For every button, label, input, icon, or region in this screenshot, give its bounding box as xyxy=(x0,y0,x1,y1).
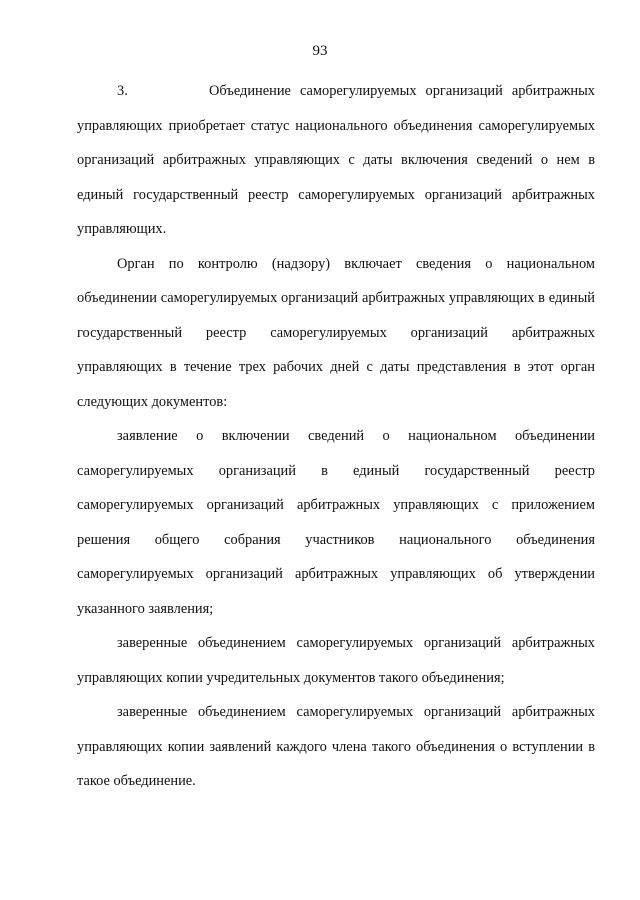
paragraph-item-3: 3. Объединение саморегулируемых организаций арбитражных управляющих приобретает статус национального объединения саморегулируемых организаций арбитражных управляющих с даты включения сведений о нем в единый государственный реестр саморегулируемых организаций арбитражных управляющих. xyxy=(77,83,595,237)
paragraph-application-document: заявление о включении сведений о национальном объединении саморегулируемых организаций в единый государственный реестр саморегулируемых организаций арбитражных управляющих с приложением решения общего собрания участников национального объединения саморегулируемых организаций арбитражных управляющих об утверждении указанного заявления; xyxy=(77,428,595,617)
document-body xyxy=(77,74,595,799)
paragraph-registry-authority: Орган по контролю (надзору) включает сведения о национальном объединении саморегулируемых организаций арбитражных управляющих в единый государственный реестр саморегулируемых организаций арбитражных управляющих в течение трех рабочих дней с даты представления в этот орган следующих документов: xyxy=(77,255,595,410)
page-number: 93 xyxy=(312,43,328,59)
paragraph-founding-documents: заверенные объединением саморегулируемых организаций арбитражных управляющих копии учредительных документов такого объединения; xyxy=(77,635,595,686)
paragraph-member-applications: заверенные объединением саморегулируемых организаций арбитражных управляющих копии заявлений каждого члена такого объединения о вступлении в такое объединение. xyxy=(77,704,595,789)
